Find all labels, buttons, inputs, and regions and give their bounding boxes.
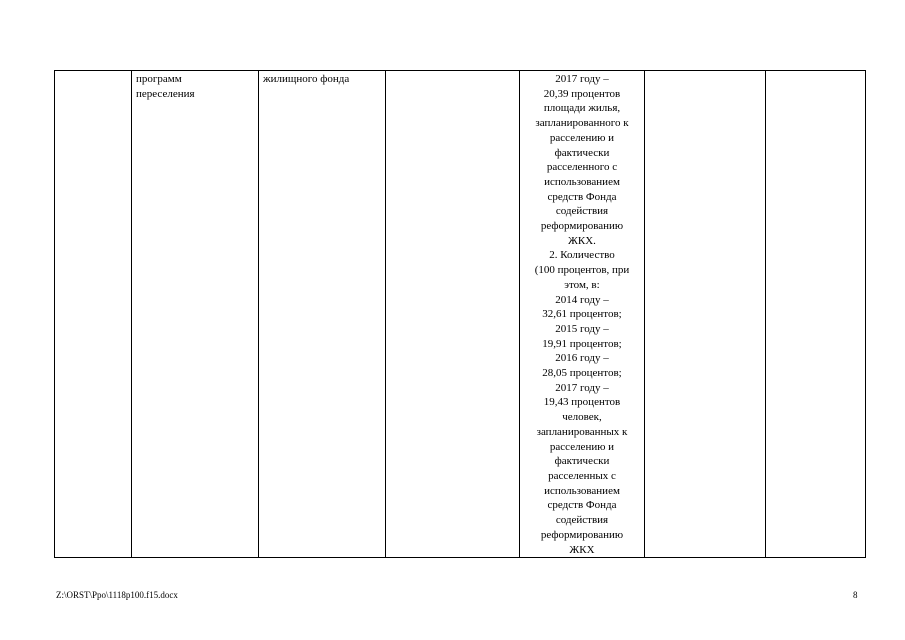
data-table [54, 70, 866, 558]
table-cell-col7 [766, 71, 866, 558]
table-cell-program: программ переселения [132, 71, 259, 558]
table-cell-col4 [386, 71, 520, 558]
table-cell-col1 [55, 71, 132, 558]
table-cell-housing-fund: жилищного фонда [259, 71, 386, 558]
table-cell-indicators: 2017 году – 20,39 процентов площади жилья, запланированного к расселению и фактически расселенного с использованием средств Фонда содействия реформированию ЖКХ. 2. Количество (100 процентов, при этом, в: 2014 году – 32,61 процентов; 2015 году – 19,91 процентов; 2016 году – 28,05 процентов; 2017 году – 19,43 процентов человек, запланированных к расселению и фактически расселенных с использованием средств Фонда содействия реформированию ЖКХ [520, 71, 645, 558]
footer-page-number: 8 [853, 590, 858, 600]
footer-file-path: Z:\ORST\Ppo\1118p100.f15.docx [56, 590, 178, 600]
table-cell-col6 [645, 71, 766, 558]
table-row [55, 71, 866, 558]
